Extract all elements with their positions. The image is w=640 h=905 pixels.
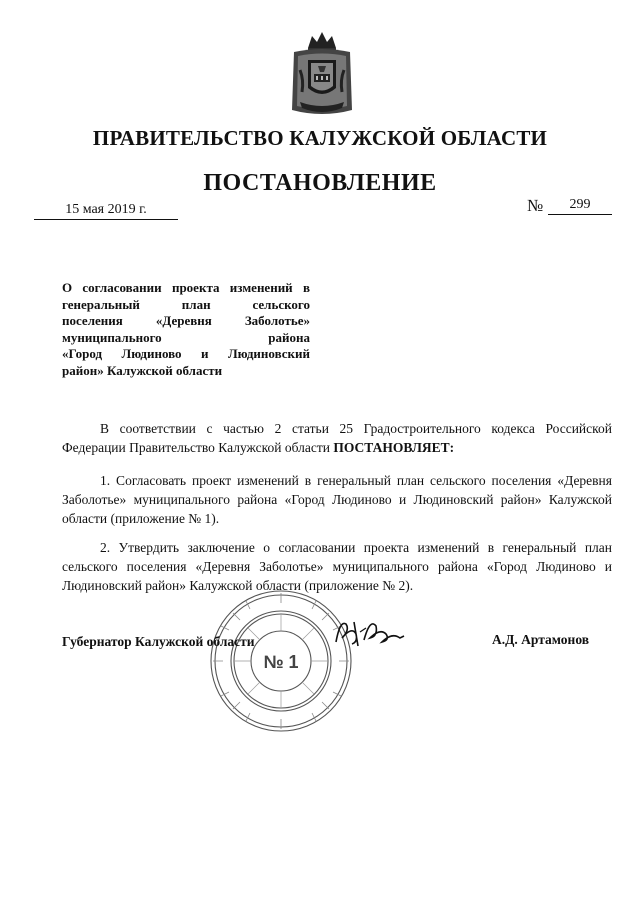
subject-line: «Город Людиново и Людиновский (62, 346, 310, 361)
subject-line: генеральный план сельского (62, 296, 310, 312)
document-date: 15 мая 2019 г. (34, 202, 178, 220)
signer-title: Губернатор Калужской области (62, 634, 255, 649)
subject-line: район» Калужской области (62, 362, 223, 378)
resolution-item-2: 2. Утвердить заключение о согласовании проекта изменений в генеральный план сельского поселения «Деревня Заболотье» муниципального района «Город Людиново и Людиновский район» Калужской области (приложение № 2). (62, 540, 612, 593)
document-subject (62, 280, 310, 379)
document-type-heading: ПОСТАНОВЛЕНИЕ (203, 170, 437, 196)
preamble-text: В соответствии с частью 2 статьи 25 Градостроительного кодекса Российской Федерации Правительство Калужской области (62, 421, 612, 455)
resolution-item-1: 1. Согласовать проект изменений в генеральный план сельского поселения «Деревня Заболотье» муниципального района «Город Людиново и Людиновский район» Калужской области (приложение № 1). (62, 473, 612, 526)
government-title: ПРАВИТЕЛЬСТВО КАЛУЖСКОЙ ОБЛАСТИ (92, 126, 548, 150)
coat-of-arms-icon (288, 30, 356, 118)
document-number: 299 (548, 197, 612, 215)
official-seal-icon (206, 586, 356, 736)
preamble-paragraph (62, 419, 612, 457)
subject-line: О согласовании проекта изменений в (62, 280, 310, 295)
resolves-keyword: ПОСТАНОВЛЯЕТ: (333, 440, 455, 455)
subject-line: муниципального района (62, 329, 310, 345)
seal-number: № 1 (263, 652, 299, 672)
document-number-label: № (527, 196, 544, 215)
subject-line: поселения «Деревня Заболотье» (62, 313, 310, 328)
signer-name: А.Д. Артамонов (492, 632, 590, 647)
handwritten-signature-icon (330, 612, 408, 654)
